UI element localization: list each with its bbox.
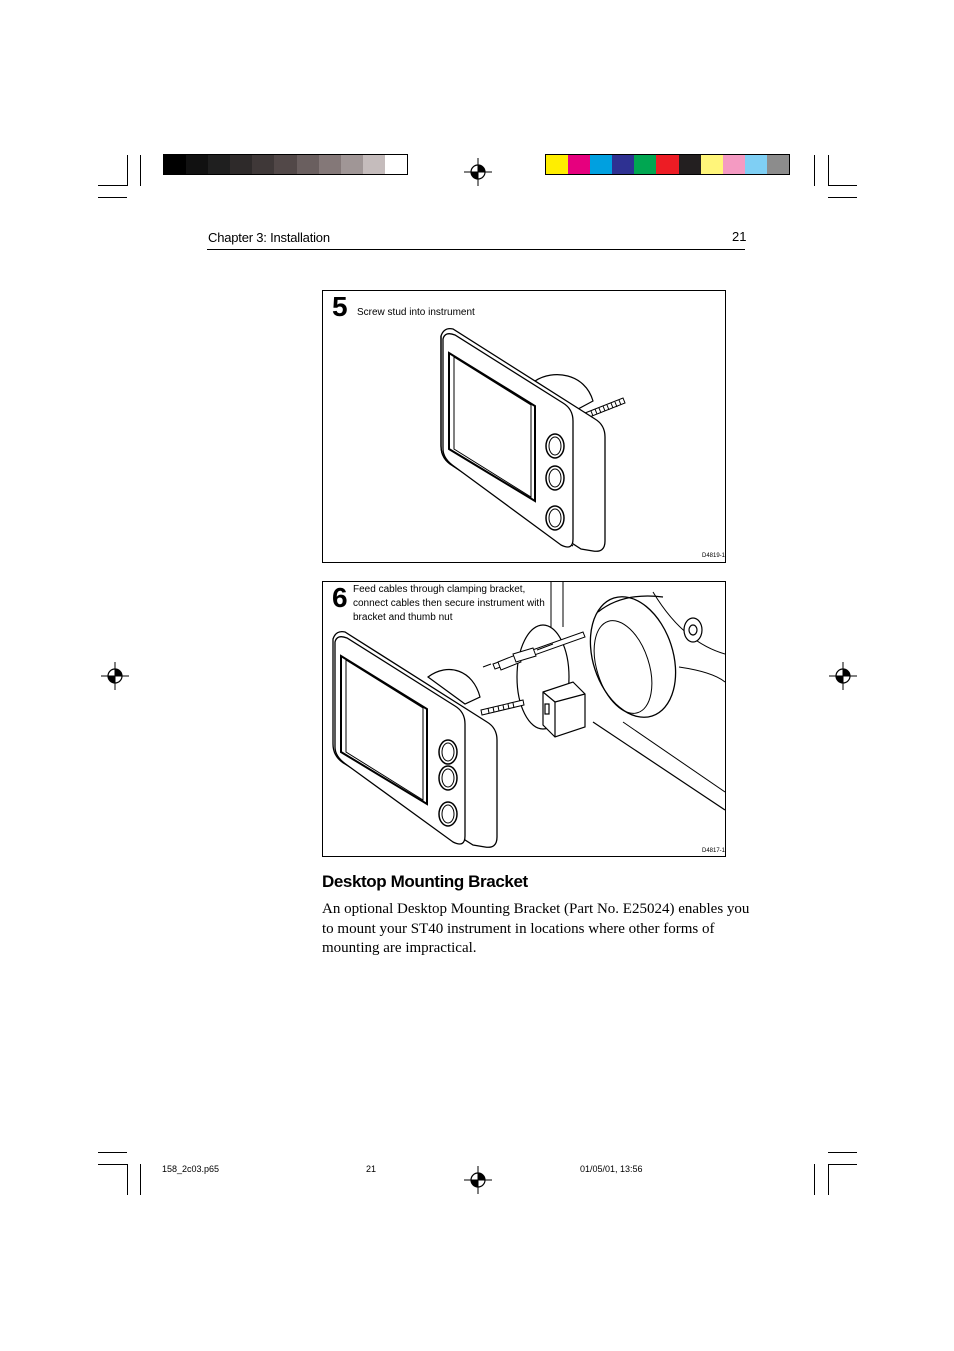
registration-mark-icon xyxy=(829,662,857,690)
crop-mark xyxy=(140,1164,141,1195)
footer-filename: 158_2c03.p65 xyxy=(162,1164,220,1174)
crop-mark xyxy=(98,1164,127,1165)
figure-code: D4817-1 xyxy=(702,848,726,854)
crop-mark xyxy=(814,155,815,186)
figure-number: 6 xyxy=(332,582,348,613)
calibration-swatch xyxy=(341,155,363,174)
instrument-illustration xyxy=(323,291,725,562)
color-bar xyxy=(545,154,790,175)
calibration-swatch xyxy=(319,155,341,174)
registration-mark-icon xyxy=(464,158,492,186)
calibration-swatch xyxy=(546,155,568,174)
crop-mark xyxy=(828,197,857,198)
crop-mark xyxy=(828,185,857,186)
calibration-swatch xyxy=(230,155,252,174)
calibration-swatch xyxy=(745,155,767,174)
calibration-swatch xyxy=(679,155,701,174)
footer-timestamp: 01/05/01, 13:56 xyxy=(580,1164,643,1174)
figure-5 xyxy=(322,290,726,563)
crop-mark xyxy=(98,185,127,186)
figure-caption: Feed cables through clamping bracket, connect cables then secure instrument with bracket and thumb nut xyxy=(353,584,545,623)
grayscale-bar xyxy=(163,154,408,175)
crop-mark xyxy=(828,1152,857,1153)
calibration-swatch xyxy=(612,155,634,174)
crop-mark xyxy=(127,155,128,186)
calibration-swatch xyxy=(297,155,319,174)
header-rule xyxy=(207,249,745,250)
calibration-swatch xyxy=(568,155,590,174)
calibration-swatch xyxy=(208,155,230,174)
calibration-swatch xyxy=(274,155,296,174)
calibration-swatch xyxy=(252,155,274,174)
page-number: 21 xyxy=(732,229,747,244)
crop-mark xyxy=(98,1152,127,1153)
calibration-swatch xyxy=(701,155,723,174)
calibration-swatch xyxy=(723,155,745,174)
crop-mark xyxy=(98,197,127,198)
crop-mark xyxy=(814,1164,815,1195)
calibration-swatch xyxy=(767,155,789,174)
crop-mark xyxy=(828,1164,829,1195)
crop-mark xyxy=(828,155,829,186)
crop-mark xyxy=(140,155,141,186)
figure-caption: Screw stud into instrument xyxy=(357,307,475,318)
calibration-swatch xyxy=(590,155,612,174)
registration-mark-icon xyxy=(464,1166,492,1194)
calibration-swatch xyxy=(164,155,186,174)
figure-6 xyxy=(322,581,726,857)
section-heading: Desktop Mounting Bracket xyxy=(322,872,528,891)
calibration-swatch xyxy=(363,155,385,174)
calibration-swatch xyxy=(634,155,656,174)
footer-page: 21 xyxy=(366,1164,377,1174)
registration-mark-icon xyxy=(101,662,129,690)
body-paragraph: An optional Desktop Mounting Bracket (Part No. E25024) enables you to mount your ST40 instrument in locations where other forms of mounting are impractical. xyxy=(322,901,750,956)
crop-mark xyxy=(127,1164,128,1195)
calibration-swatch xyxy=(186,155,208,174)
bracket-assembly-illustration xyxy=(323,582,725,856)
chapter-title: Chapter 3: Installation xyxy=(208,230,330,245)
crop-mark xyxy=(828,1164,857,1165)
figure-number: 5 xyxy=(332,291,348,322)
figure-code: D4819-1 xyxy=(702,553,726,559)
calibration-swatch xyxy=(385,155,407,174)
calibration-swatch xyxy=(656,155,678,174)
